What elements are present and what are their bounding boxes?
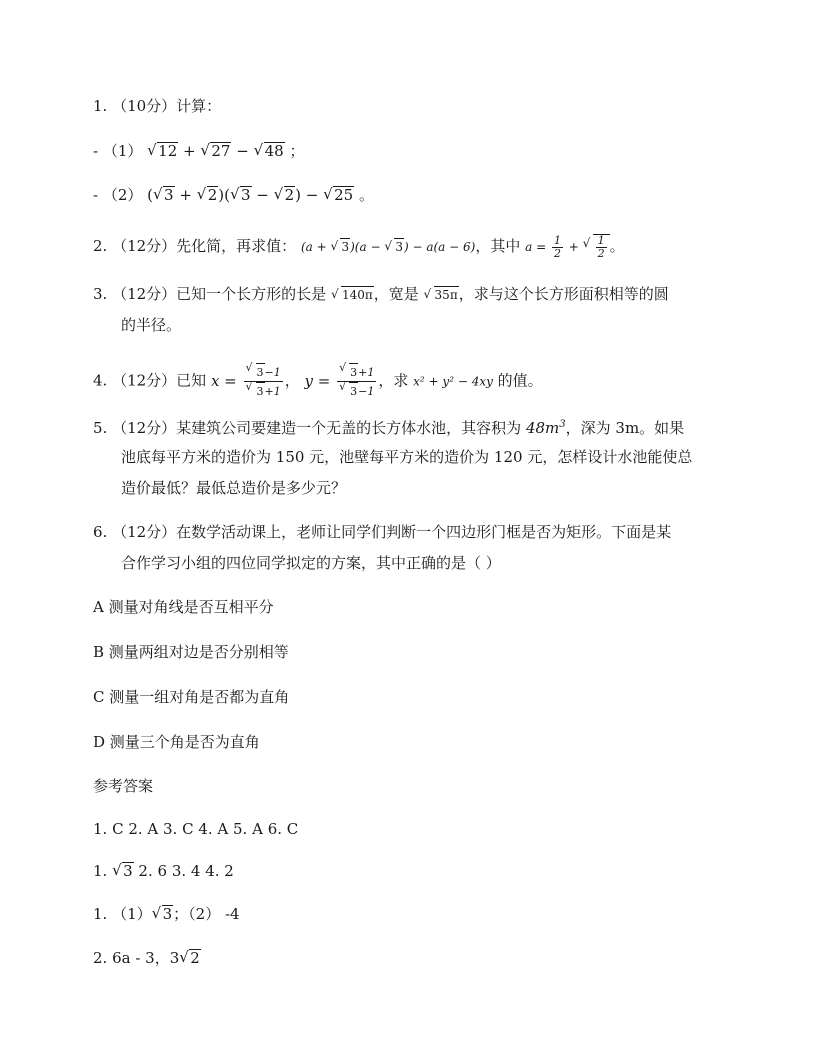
answers-line-1: 1. C 2. A 3. C 4. A 5. A 6. C [93,820,299,838]
target-expression: x² + y² − 4xy [413,374,493,389]
question-3-line-2: 的半径。 [121,316,182,334]
question-3-line-1: 3. （12分）已知一个长方形的长是 √ 140π，宽是 √ 35π，求与这个长方形面积相等的圆 [93,284,669,305]
math-expression: (a + √ 3)(a − √ 3) − a(a − 6) [301,240,475,254]
question-5-line-3: 造价最低？最低总造价是多少元？ [121,479,347,497]
answers-line-4: 2. 6a - 3，3√ 2 [93,948,201,968]
question-1-part-1: - （1） √ 12 + √ 27 − √ 48 ； [93,141,304,161]
question-1-part-2: - （2） (√ 3 + √ 2)(√ 3 − √ 2) − √ 25 。 [93,185,374,205]
option-a: A 测量对角线是否互相平分 [93,598,274,616]
answers-line-2: 1. √ 3 2. 6 3. 4 4. 2 [93,861,234,881]
answers-title: 参考答案 [93,777,154,795]
option-d: D 测量三个角是否为直角 [93,733,260,751]
math-expression: √ 12 + √ 27 − √ 48 [147,142,289,160]
option-c: C 测量一组对角是否都为直角 [93,688,290,706]
math-condition: a = $\frac{1}{2}$ + √ $\frac{1}{2}$ [525,240,610,254]
question-6-line-2: 合作学习小组的四位同学拟定的方案，其中正确的是（ ） [121,554,501,572]
question-1-heading: 1. （10分）计算： [93,97,222,115]
question-6-line-1: 6. （12分）在数学活动课上，老师让同学们判断一个四边形门框是否为矩形。下面是某 [93,523,672,541]
answers-line-3: 1. （1）√ 3；（2） -4 [93,904,240,924]
question-4: 4. （12分）已知 x = √ 3−1 √ 3+1 ， y = √ 3+1 √ 3−1 ，求 x² + y² − 4xy 的值。 [93,363,543,400]
part-label: - （1） [93,142,143,160]
question-5-line-1: 5. （12分）某建筑公司要建造一个无盖的长方体水池，其容积为 $48m^3$，深为 3m。如果 [93,419,685,437]
question-5-line-2: 池底每平方米的造价为 150 元，池壁每平方米的造价为 120 元，怎样设计水池能使总 [121,448,693,466]
width-expression: √ 35π [424,288,459,302]
math-expression: (√ 3 + √ 2)(√ 3 − √ 2) − √ 25 [147,186,359,204]
x-expression: x = √ 3−1 √ 3+1 [211,372,285,390]
option-b: B 测量两组对边是否分别相等 [93,643,289,661]
volume-expression: $48m^3$ [525,419,566,437]
length-expression: √ 140π [331,288,374,302]
y-expression: y = √ 3+1 √ 3−1 [305,372,379,390]
part-label: - （2） [93,186,143,204]
question-2: 2. （12分）先化简，再求值： (a + √ 3)(a − √ 3) − a(a − 6)，其中 a = $\frac{1}{2}$ + √ $\frac{1}{2}$ 。 [93,234,625,260]
